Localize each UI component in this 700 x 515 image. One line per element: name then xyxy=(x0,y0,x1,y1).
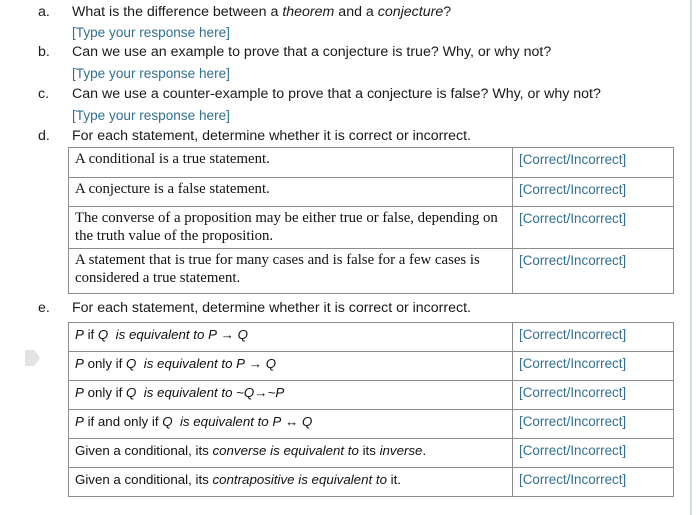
table-row xyxy=(69,439,674,468)
statement-cell: P if Q is equivalent to P → Q xyxy=(69,323,513,352)
table-row xyxy=(69,249,674,294)
correct-incorrect-field[interactable]: [Correct/Incorrect] xyxy=(513,410,674,439)
question-item-d xyxy=(0,126,700,146)
statement-cell: P only if Q is equivalent to ~Q→~P xyxy=(69,381,513,410)
statements-table-e xyxy=(68,322,674,497)
table-row xyxy=(69,381,674,410)
correct-incorrect-field[interactable]: [Correct/Incorrect] xyxy=(513,178,674,207)
statement-cell: Given a conditional, its contrapositive is equivalent to it. xyxy=(69,468,513,497)
response-placeholder-b[interactable]: [Type your response here] xyxy=(72,66,230,81)
table-row xyxy=(69,468,674,497)
question-letter-a: a. xyxy=(38,4,50,20)
statement-cell: P if and only if Q is equivalent to P ↔ Q xyxy=(69,410,513,439)
table-row xyxy=(69,352,674,381)
response-placeholder-a[interactable]: [Type your response here] xyxy=(72,25,230,40)
correct-incorrect-field[interactable]: [Correct/Incorrect] xyxy=(513,148,674,178)
table-row xyxy=(69,207,674,249)
table-row xyxy=(69,148,674,178)
question-item-c xyxy=(0,84,700,104)
statement-cell: A conjecture is a false statement. xyxy=(69,178,513,207)
statement-cell: A conditional is a true statement. xyxy=(69,148,513,178)
correct-incorrect-field[interactable]: [Correct/Incorrect] xyxy=(513,468,674,497)
question-prompt-a-part-2: and a xyxy=(334,4,378,20)
question-prompt-a xyxy=(72,2,700,22)
question-prompt-b: Can we use an example to prove that a conjecture is true? Why, or why not? xyxy=(72,44,552,60)
question-letter-d: d. xyxy=(38,128,50,144)
table-row xyxy=(69,410,674,439)
correct-incorrect-field[interactable]: [Correct/Incorrect] xyxy=(513,323,674,352)
question-item-e xyxy=(0,298,700,318)
question-prompt-e: For each statement, determine whether it is correct or incorrect. xyxy=(72,300,471,316)
question-prompt-a-part-4: ? xyxy=(443,4,452,20)
question-prompt-c: Can we use a counter-example to prove that a conjecture is false? Why, or why not? xyxy=(72,86,601,102)
question-prompt-d: For each statement, determine whether it is correct or incorrect. xyxy=(72,128,471,144)
statements-table-d xyxy=(68,147,674,294)
correct-incorrect-field[interactable]: [Correct/Incorrect] xyxy=(513,352,674,381)
statement-cell: The converse of a proposition may be either true or false, depending on the truth value of the proposition. xyxy=(69,207,513,249)
correct-incorrect-field[interactable]: [Correct/Incorrect] xyxy=(513,381,674,410)
statement-cell: A statement that is true for many cases and is false for a few cases is considered a true statement. xyxy=(69,249,513,294)
table-row xyxy=(69,178,674,207)
correct-incorrect-field[interactable]: [Correct/Incorrect] xyxy=(513,439,674,468)
question-letter-c: c. xyxy=(38,86,50,102)
question-prompt-a-part-0: What is the difference between a xyxy=(72,4,283,20)
question-item-a xyxy=(0,2,700,22)
question-item-b xyxy=(0,42,700,62)
response-placeholder-c[interactable]: [Type your response here] xyxy=(72,108,230,123)
correct-incorrect-field[interactable]: [Correct/Incorrect] xyxy=(513,207,674,249)
correct-incorrect-field[interactable]: [Correct/Incorrect] xyxy=(513,249,674,294)
page-edge-rule xyxy=(690,0,692,515)
statement-cell: P only if Q is equivalent to P → Q xyxy=(69,352,513,381)
question-letter-b: b. xyxy=(38,44,50,60)
statement-cell: Given a conditional, its converse is equivalent to its inverse. xyxy=(69,439,513,468)
question-prompt-a-emph-theorem: theorem xyxy=(282,4,335,20)
question-prompt-a-emph-conjecture: conjecture xyxy=(377,4,444,20)
question-letter-e: e. xyxy=(38,300,50,316)
table-row xyxy=(69,323,674,352)
tag-marker-icon xyxy=(25,350,40,366)
